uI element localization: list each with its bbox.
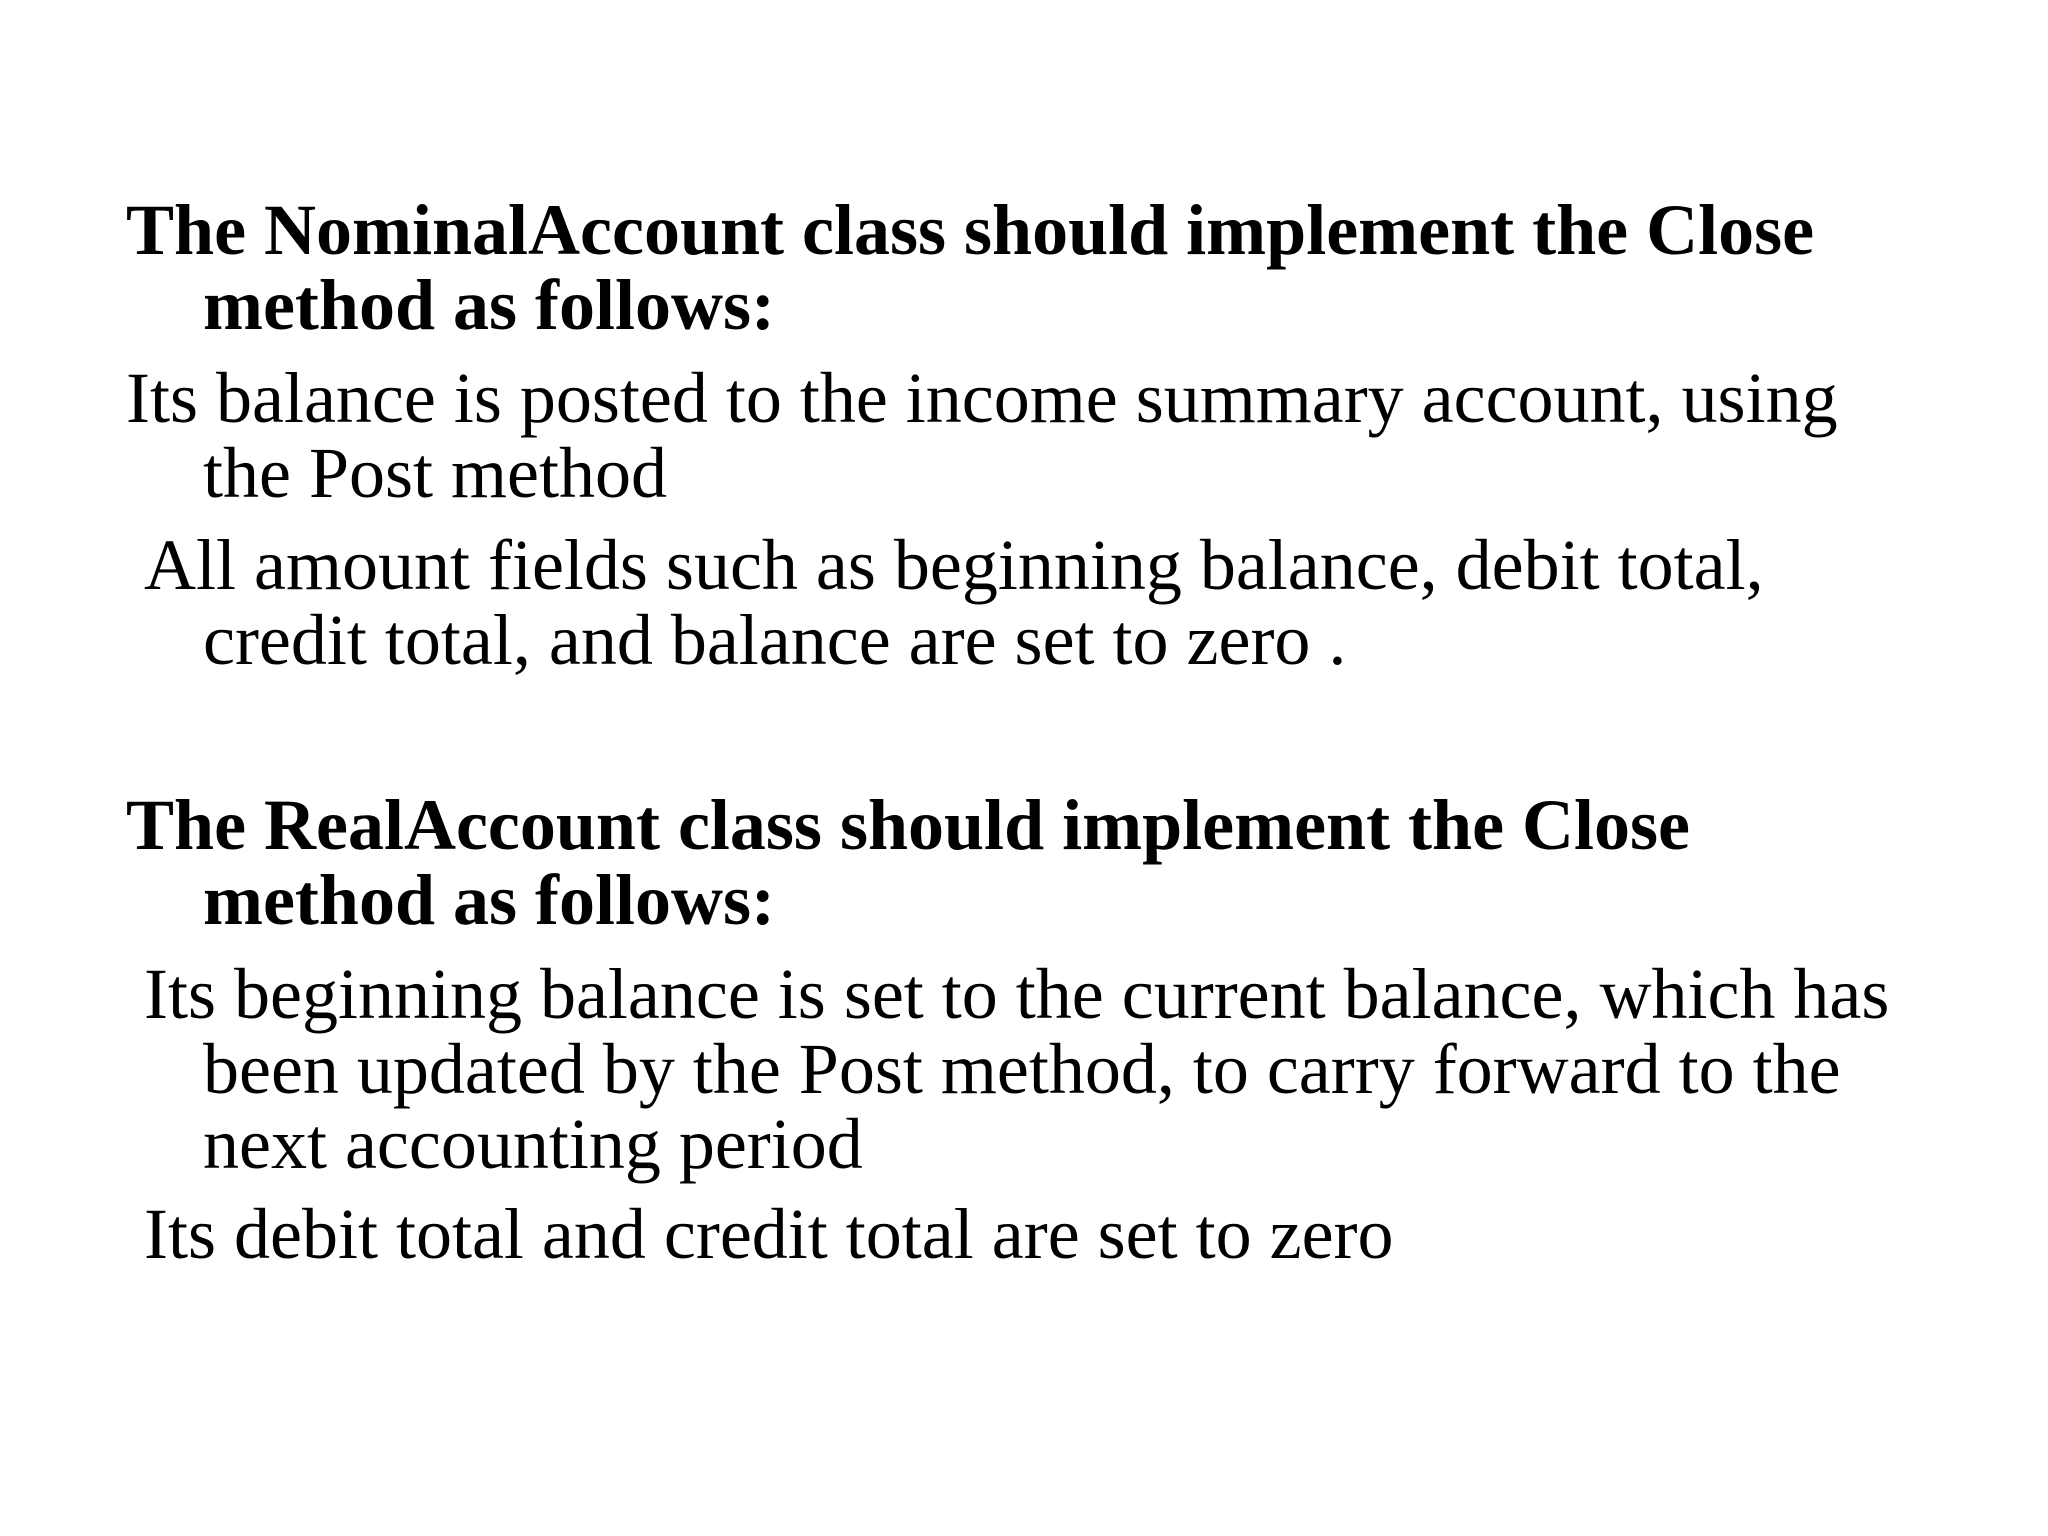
real-account-point-zero-totals: Its debit total and credit total are set to zero <box>144 1194 1394 1274</box>
real-account-point-carry-forward: Its beginning balance is set to the current balance, which has been updated by the Post method, to carry forward to the next accounting period <box>144 954 1890 1184</box>
nominal-account-point-posting: Its balance is posted to the income summary account, using the Post method <box>126 358 1838 513</box>
nominal-account-point-zero-fields: All amount fields such as beginning balance, debit total, credit total, and balance are set to zero . <box>144 525 1764 680</box>
real-account-heading: The RealAccount class should implement the Close method as follows: <box>126 785 1690 940</box>
nominal-account-heading: The NominalAccount class should implement the Close method as follows: <box>126 190 1815 345</box>
